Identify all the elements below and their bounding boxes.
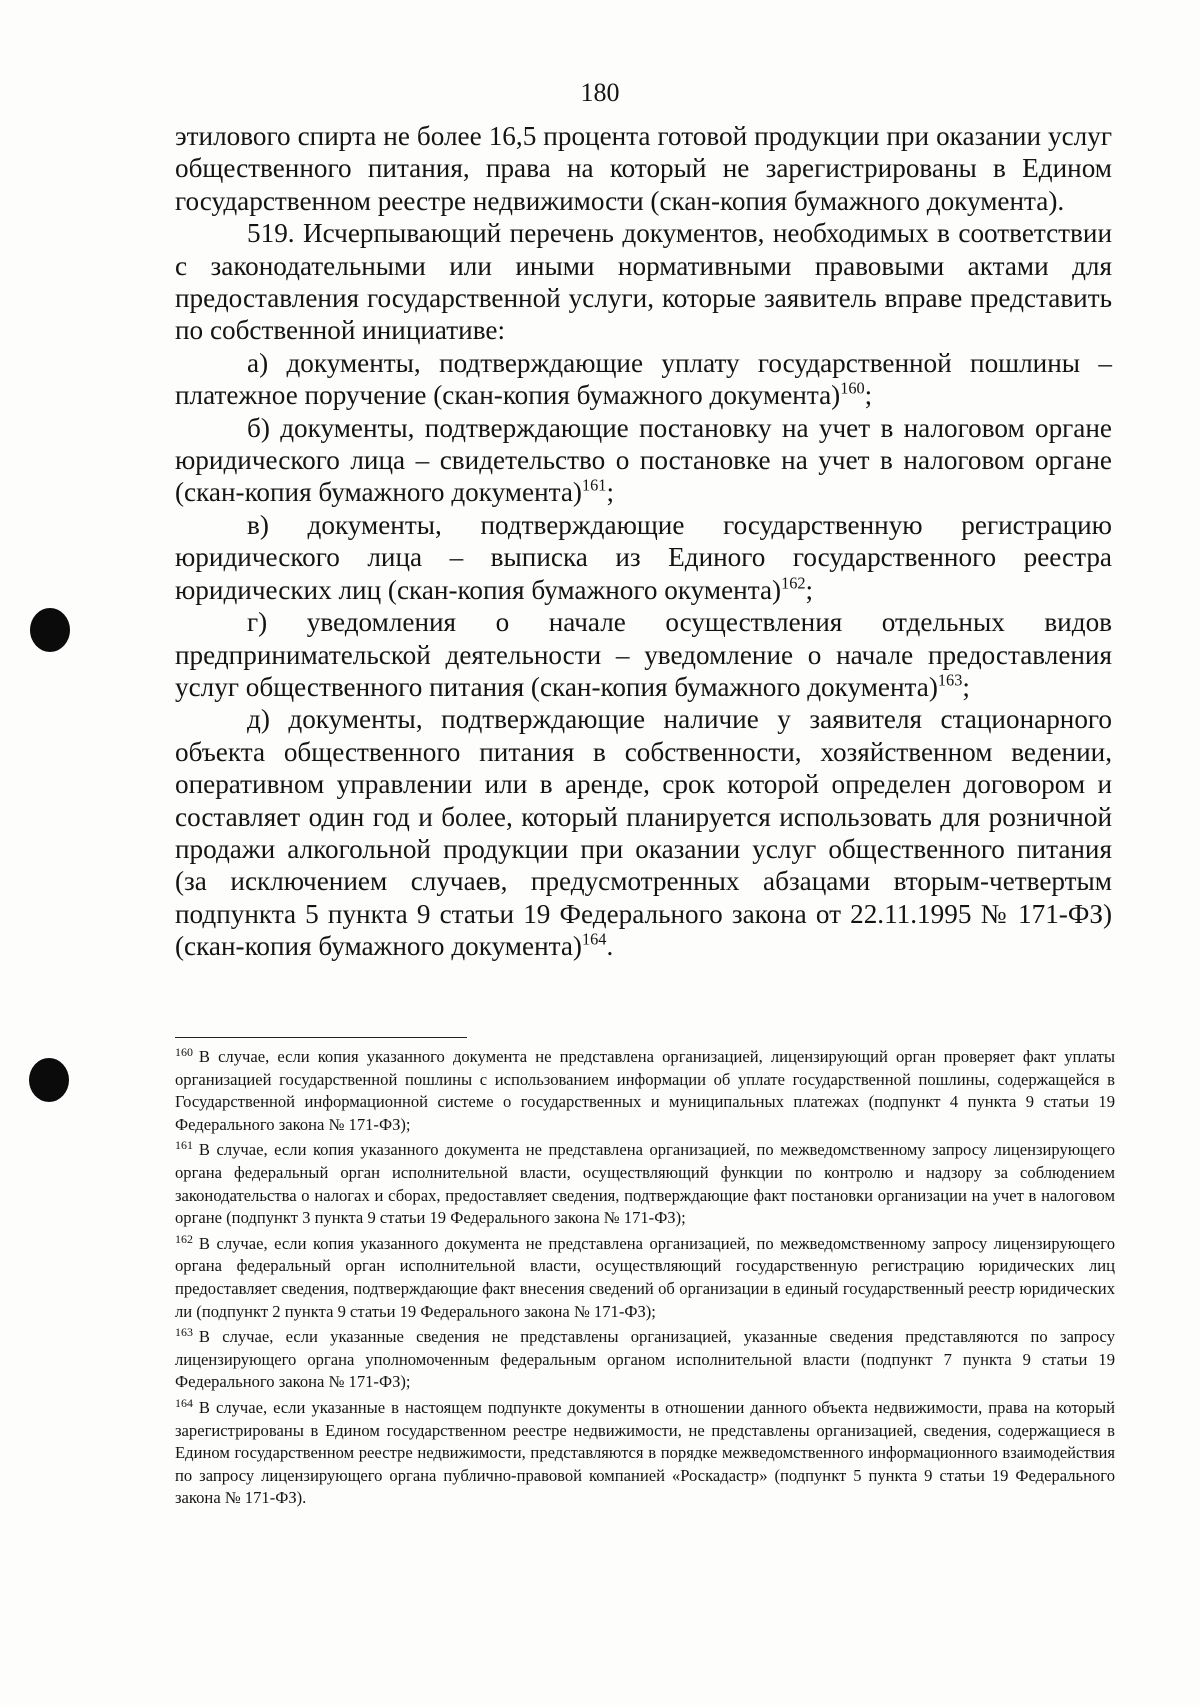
footnote-164 xyxy=(175,1397,1115,1510)
footnote-ref-163: 163 xyxy=(937,670,963,690)
footnote-161 xyxy=(175,1139,1115,1229)
paragraph-item-d xyxy=(175,703,1112,962)
footnote-163 xyxy=(175,1326,1115,1394)
punctuation: ; xyxy=(962,671,970,702)
punch-hole-bottom xyxy=(29,1058,69,1102)
paragraph-item-b xyxy=(175,412,1112,509)
footnote-number: 161 xyxy=(175,1138,193,1153)
footnote-number: 163 xyxy=(175,1325,193,1340)
page-number: 180 xyxy=(580,78,620,107)
item-v-text: в) документы, подтверждающие государственную регистрацию юридического лица – выписка из Единого государственного реестра юридических лиц (скан-копия бумажного окумента) xyxy=(175,509,1112,605)
footnotes xyxy=(175,1046,1115,1513)
paragraph-continuation: этилового спирта не более 16,5 процента готовой продукции при оказании услуг общественного питания, права на который не зарегистрированы в Едином государственном реестре недвижимости (скан-копия бумажного документа). xyxy=(175,121,1112,216)
footnote-text: В случае, если указанные в настоящем подпункте документы в отношении данного объекта недвижимости, права на который зарегистрированы в Едином государственном реестре недвижимости, не представлены организацией, сведения, содержащиеся в Едином государственном реестре недвижимости, представляются в порядке межведомственного информационного взаимодействия по запросу лицензирующего органа публично-правовой компанией «Роскадастр» (подпункт 5 пункта 9 статьи 19 Федерального закона № 171-ФЗ). xyxy=(175,1397,1115,1508)
footnote-separator xyxy=(175,1037,467,1038)
punctuation: ; xyxy=(864,380,873,411)
footnote-text: В случае, если копия указанного документа не представлена организацией, по межведомственному запросу лицензирующего органа федеральный орган исполнительной власти, осуществляющий функции по контролю и надзору за соблюдением законодательства о налогах и сборах, предоставляет сведения, подтверждающие факт постановки организации на учет в налоговом органе (подпункт 3 пункта 9 статьи 19 Федерального закона № 171-ФЗ); xyxy=(175,1140,1115,1228)
footnote-number: 162 xyxy=(175,1231,193,1246)
footnote-ref-160: 160 xyxy=(840,378,865,398)
item-b-text: б) документы, подтверждающие постановку на учет в налоговом органе юридического лица – свидетельство о постановке на учет в налоговом органе (скан-копия бумажного документа) xyxy=(175,412,1112,508)
punch-hole-top xyxy=(30,608,70,652)
paragraph-item-g xyxy=(175,606,1112,703)
punctuation: ; xyxy=(606,477,614,508)
footnote-ref-164: 164 xyxy=(581,929,607,949)
footnote-text: В случае, если указанные сведения не представлены организацией, указанные сведения представляются по запросу лицензирующего органа уполномоченным федеральным органом исполнительной власти (подпункт 7 пункта 9 статьи 19 Федерального закона № 171-ФЗ); xyxy=(175,1327,1115,1392)
footnote-number: 160 xyxy=(175,1045,193,1060)
item-d-text: д) документы, подтверждающие наличие у заявителя стационарного объекта общественного питания в собственности, хозяйственном ведении, оперативном управлении или в аренде, срок которой определен договором и составляет один год и более, который планируется использовать для розничной продажи алкогольной продукции при оказании услуг общественного питания (за исключением случаев, предусмотренных абзацами вторым-четвертым подпункта 5 пункта 9 статьи 19 Федерального закона от 22.11.1995 № 171-ФЗ) (скан-копия бумажного документа) xyxy=(175,704,1112,962)
footnote-ref-161: 161 xyxy=(581,475,607,495)
item-g-text: г) уведомления о начале осуществления отдельных видов предпринимательской деятельности – уведомление о начале предоставления услуг общественного питания (скан-копия бумажного документа) xyxy=(175,607,1112,702)
paragraph-519: 519. Исчерпывающий перечень документов, необходимых в соответствии с законодательными или иными нормативными правовыми актами для предоставления государственной услуги, которые заявитель вправе представить по собственной инициативе: xyxy=(175,218,1112,346)
main-text xyxy=(175,120,1112,963)
footnote-text: В случае, если копия указанного документа не представлена организацией, по межведомственному запросу лицензирующего органа федеральный орган исполнительной власти, осуществляющий государственную регистрацию юридических лиц предоставляет сведения, подтверждающие факт внесения сведений об организации в единый государственный реестр юридических ли (подпункт 2 пункта 9 статьи 19 Федерального закона № 171-ФЗ); xyxy=(175,1233,1115,1321)
footnote-162 xyxy=(175,1233,1115,1323)
item-a-text: а) документы, подтверждающие уплату государственной пошлины – платежное поручение (скан-копия бумажного документа) xyxy=(175,347,1112,411)
paragraph-item-v xyxy=(175,509,1112,606)
footnote-160 xyxy=(175,1046,1115,1136)
footnote-ref-162: 162 xyxy=(781,573,806,593)
punctuation: . xyxy=(606,931,614,962)
punctuation: ; xyxy=(805,574,814,605)
paragraph-item-a xyxy=(175,347,1112,412)
footnote-text: В случае, если копия указанного документа не представлена организацией, лицензирующий орган проверяет факт уплаты организацией государственной пошлины с использованием информации об уплате государственной пошлины, содержащейся в Государственной информационной системе о государственных и муниципальных платежах (подпункт 4 пункта 9 статьи 19 Федерального закона № 171-ФЗ); xyxy=(175,1047,1115,1134)
footnote-number: 164 xyxy=(175,1395,193,1410)
